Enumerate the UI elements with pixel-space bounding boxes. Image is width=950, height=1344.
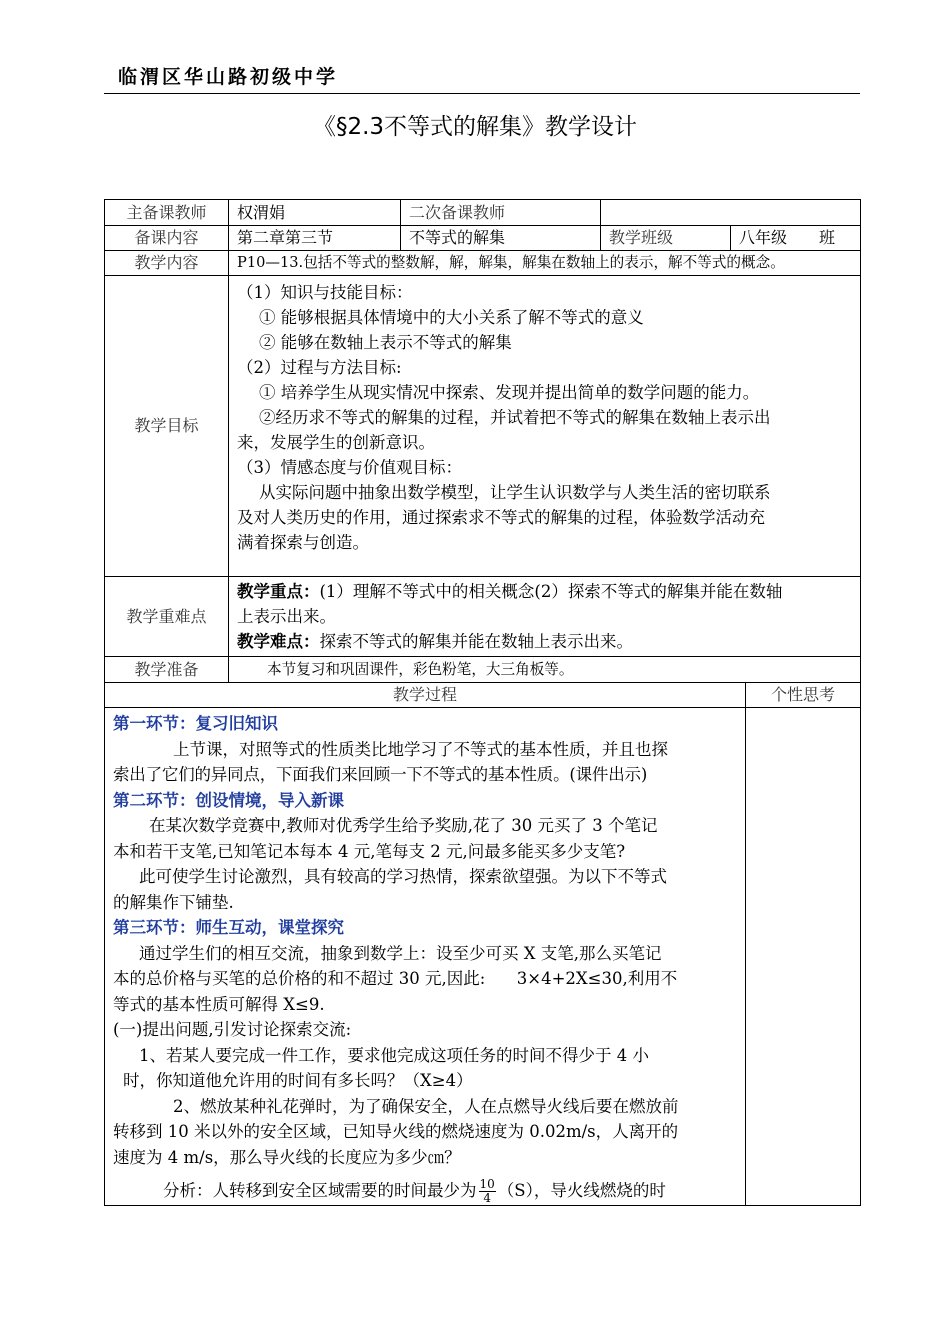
goals-line: ① 培养学生从现实情况中探索、发现并提出简单的数学问题的能力。 [259, 383, 760, 402]
question-1: 时，你知道他允许用的时间有多长吗？（X≥4） [123, 1071, 473, 1090]
document-title: 《§2.3不等式的解集》教学设计 [312, 114, 638, 140]
question-2: 速度为 4 m/s，那么导火线的长度应为多少㎝？ [113, 1147, 461, 1167]
row-teaching-content [105, 251, 861, 276]
section-3-text: 本的总价格与买笔的总价格的和不超过 30 元,因此: 3×4+2X≤30,利用不 [113, 969, 678, 988]
reflection-header: 个性思考 [746, 683, 861, 708]
section-3-question-intro: (一)提出问题,引发讨论探索交流: [113, 1020, 352, 1039]
prep-value: 本节复习和巩固课件，彩色粉笔，大三角板等。 [229, 657, 861, 683]
section-2-text: 在某次数学竞赛中,教师对优秀学生给予奖励,花了 30 元买了 3 个笔记 [149, 816, 658, 835]
fraction-denominator: 4 [483, 1191, 491, 1205]
question-2: 2、燃放某种礼花弹时，为了确保安全，人在点燃导火线后要在燃放前 [173, 1096, 679, 1116]
key-points-content [229, 577, 861, 657]
prep-label: 教学准备 [105, 657, 229, 683]
goals-content [229, 276, 861, 577]
row-content [105, 226, 861, 251]
chapter-value: 第二章第三节 [229, 226, 401, 251]
section-1-text: 上节课，对照等式的性质类比地学习了不等式的基本性质，并且也探 [173, 739, 668, 759]
difficulty-label: 教学难点： [237, 632, 320, 651]
fraction-numerator: 10 [479, 1177, 495, 1191]
row-prep [105, 657, 861, 683]
goals-line: （1）知识与技能目标： [237, 283, 413, 302]
grade-value: 八年级 [739, 228, 788, 247]
teaching-content-value: P10—13.包括不等式的整数解，解，解集，解集在数轴上的表示，解不等式的概念。 [229, 251, 861, 276]
goals-label: 教学目标 [105, 276, 229, 577]
lesson-plan-table [104, 199, 861, 1206]
goals-line: ② 能够在数轴上表示不等式的解集 [259, 333, 512, 352]
main-teacher-label: 主备课教师 [105, 200, 229, 226]
grade-class-value [731, 226, 861, 251]
section-2-title: 第二环节：创设情境，导入新课 [113, 790, 344, 810]
goals-line: 从实际问题中抽象出数学模型，让学生认识数学与人类生活的密切联系 [259, 483, 771, 502]
main-teacher-value: 权渭娟 [229, 200, 401, 226]
process-header: 教学过程 [105, 683, 746, 708]
section-3-title: 第三环节：师生互动，课堂探究 [113, 918, 344, 937]
section-1-title: 第一环节：复习旧知识 [113, 714, 278, 733]
question-2: 转移到 10 米以外的安全区域，已知导火线的燃烧速度为 0.02m/s，人离开的 [113, 1122, 679, 1141]
difficulty-line [237, 629, 854, 654]
class-label: 教学班级 [601, 226, 731, 251]
analysis-line [113, 1178, 739, 1205]
focus-label: 教学重点： [237, 582, 320, 601]
fraction [479, 1178, 496, 1205]
analysis-text-after: （S），导火线燃烧的时 [497, 1181, 666, 1200]
reflection-cell [746, 708, 861, 1206]
goals-line: ②经历求不等式的解集的过程，并试着把不等式的解集在数轴上表示出 [259, 408, 771, 427]
second-teacher-label: 二次备课教师 [401, 200, 601, 226]
second-teacher-value [601, 200, 861, 226]
focus-line-2: 上表示出来。 [237, 607, 336, 626]
header-rule [104, 93, 860, 94]
goals-line: 满着探索与创造。 [237, 533, 369, 552]
section-2-text: 本和若干支笔,已知笔记本每本 4 元,笔每支 2 元,问最多能买多少支笔? [113, 841, 626, 861]
content-label: 备课内容 [105, 226, 229, 251]
section-2-text: 此可使学生讨论激烈，具有较高的学习热情，探索欲望强。为以下不等式 [139, 867, 667, 886]
row-process [105, 708, 861, 1206]
row-goals [105, 276, 861, 577]
difficulty-text: 探索不等式的解集并能在数轴上表示出来。 [319, 632, 633, 651]
question-1: 1、若某人要完成一件工作，要求他完成这项任务的时间不得少于 4 小 [139, 1045, 649, 1065]
topic-value: 不等式的解集 [401, 226, 601, 251]
analysis-text: 分析：人转移到安全区域需要的时间最少为 [163, 1181, 477, 1200]
goals-line: ① 能够根据具体情境中的大小关系了解不等式的意义 [259, 308, 644, 327]
class-suffix: 班 [819, 228, 836, 247]
row-teachers [105, 200, 861, 226]
focus-line [237, 579, 854, 604]
focus-text: (1）理解不等式中的相关概念(2）探索不等式的解集并能在数轴 [319, 582, 783, 601]
section-3-text: 等式的基本性质可解得 X≤9. [113, 994, 325, 1014]
school-name: 临渭区华山路初级中学 [118, 66, 339, 88]
section-1-text: 索出了它们的异同点，下面我们来回顾一下不等式的基本性质。(课件出示) [113, 765, 648, 784]
goals-line: （2）过程与方法目标: [237, 358, 402, 377]
section-2-text: 的解集作下铺垫. [113, 892, 234, 912]
key-points-label: 教学重难点 [105, 577, 229, 657]
section-3-text: 通过学生们的相互交流，抽象到数学上：设至少可买 X 支笔,那么买笔记 [139, 943, 662, 963]
goals-line: 来，发展学生的创新意识。 [237, 433, 435, 452]
goals-line: （3）情感态度与价值观目标： [237, 458, 462, 477]
row-key-points [105, 577, 861, 657]
goals-line: 及对人类历史的作用，通过探索求不等式的解集的过程，体验数学活动充 [237, 508, 765, 527]
row-process-header [105, 683, 861, 708]
teaching-content-label: 教学内容 [105, 251, 229, 276]
process-content [105, 708, 746, 1206]
